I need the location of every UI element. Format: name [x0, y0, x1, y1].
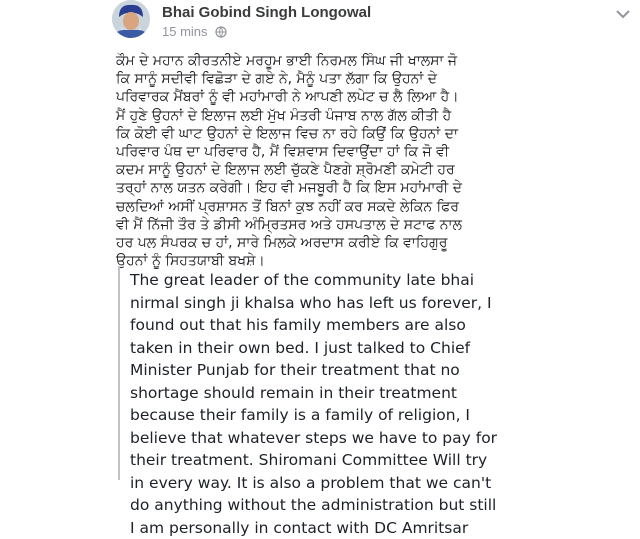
author-avatar[interactable] [112, 0, 150, 38]
post-meta [162, 24, 227, 41]
post-text-english: The great leader of the community late bhai nirmal singh ji khalsa who has left us forever, I found out that his family members are also taken in their own bed. I just talked to Chief Minister Punjab for their treatment that no shortage should remain in their treatment because their family is a family of religion, I believe that whatever steps we have to pay for their treatment. Shiromani Committee Will try in every way. It is also a problem that we can't do anything without the administration but still I am personally in contact with DC Amritsar [130, 271, 498, 537]
post-timestamp[interactable]: 15 mins [162, 24, 208, 39]
chevron-down-icon[interactable] [616, 4, 630, 14]
facebook-post [112, 0, 640, 537]
post-text-punjabi: ਕੌਮ ਦੇ ਮਹਾਨ ਕੀਰਤਨੀਏ ਮਰਹੂਮ ਭਾਈ ਨਿਰਮਲ ਸਿੰਘ ਜੀ ਖਾਲਸਾ ਜੋ ਕਿ ਸਾਨੂੰ ਸਦੀਵੀ ਵਿਛੋੜਾ ਦੇ ਗਏ ਨੇ, ਮੈਨੂੰ ਪਤਾ ਲੱਗਾ ਕਿ ਉਹਨਾਂ ਦੇ ਪਰਿਵਾਰਕ ਮੈਂਬਰਾਂ ਨੂੰ ਵੀ ਮਹਾਂਮਾਰੀ ਨੇ ਆਪਣੀ ਲਪੇਟ ਚ ਲੈ ਲਿਆ ਹੈ। ਮੈਂ ਹੁਣੇ ਉਹਨਾਂ ਦੇ ਇਲਾਜ ਲਈ ਮੁੱਖ ਮੰਤਰੀ ਪੰਜਾਬ ਨਾਲ ਗੱਲ ਕੀਤੀ ਹੈ ਕਿ ਕੋਈ ਵੀ ਘਾਟ ਉਹਨਾਂ ਦੇ ਇਲਾਜ ਵਿਚ ਨਾ ਰਹੇ ਕਿਉਂ ਕਿ ਉਹਨਾਂ ਦਾ ਪਰਿਵਾਰ ਪੰਥ ਦਾ ਪਰਿਵਾਰ ਹੈ, ਮੈਂ ਵਿਸ਼ਵਾਸ ਦਿਵਾਉਂਦਾ ਹਾਂ ਕਿ ਜੋ ਵੀ ਕਦਮ ਸਾਨੂੰ ਉਹਨਾਂ ਦੇ ਇਲਾਜ ਲਈ ਚੁੱਕਣੇ ਪੈਣਗੇ ਸ਼੍ਰੋਮਣੀ ਕਮੇਟੀ ਹਰ ਤਰ੍ਹਾਂ ਨਾਲ ਯਤਨ ਕਰੇਗੀ। ਇਹ ਵੀ ਮਜਬੂਰੀ ਹੈ ਕਿ ਇਸ ਮਹਾਂਮਾਰੀ ਦੇ ਚਲਦਿਆਂ ਅਸੀਂ ਪ੍ਰਸ਼ਾਸਨ ਤੋਂ ਬਿਨਾਂ ਕੁਝ ਨਹੀਂ ਕਰ ਸਕਦੇ ਲੇਕਿਨ ਫਿਰ ਵੀ ਮੈਂ ਨਿੱਜੀ ਤੌਰ ਤੇ ਡੀਸੀ ਅੰਮ੍ਰਿਤਸਰ ਅਤੇ ਹਸਪਤਾਲ ਦੇ ਸਟਾਫ ਨਾਲ ਹਰ ਪਲ ਸੰਪਰਕ ਚ ਹਾਂ, ਸਾਰੇ ਮਿਲਕੇ ਅਰਦਾਸ ਕਰੀਏ ਕਿ ਵਾਹਿਗੁਰੂ ਉਹਨਾਂ ਨੂੰ ਸਿਹਤਯਾਬੀ ਬਖਸ਼ੇ। [116, 53, 462, 270]
author-name[interactable]: Bhai Gobind Singh Longowal [162, 4, 372, 21]
translation-quote [118, 266, 560, 537]
globe-icon [215, 26, 227, 41]
